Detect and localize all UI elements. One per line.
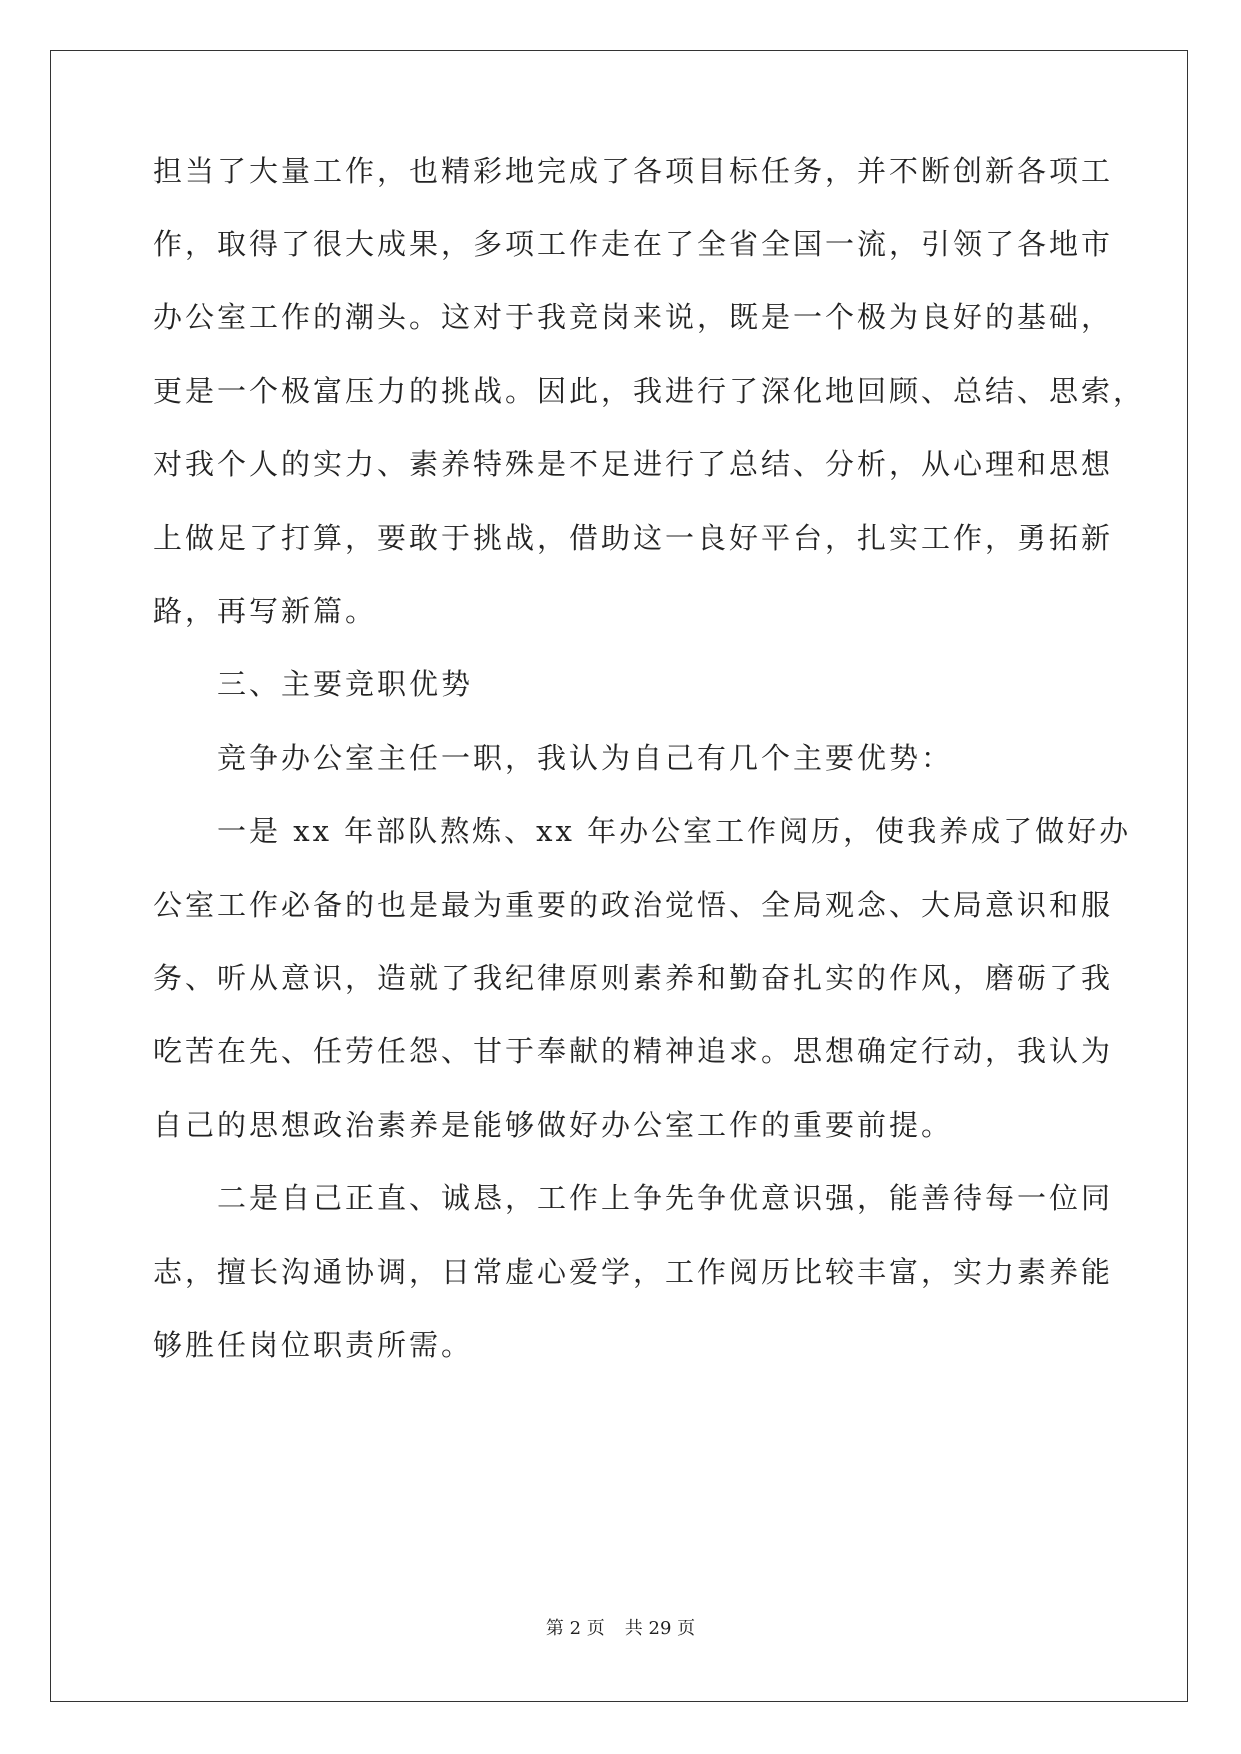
text-line: 自己的思想政治素养是能够做好办公室工作的重要前提。: [153, 1108, 954, 1142]
text-line: 担当了大量工作，也精彩地完成了各项目标任务，并不断创新各项工: [153, 154, 1114, 188]
text-line: 务、听从意识，造就了我纪律原则素养和勤奋扎实的作风，磨砺了我: [153, 961, 1114, 995]
text-line: 够胜任岗位职责所需。: [153, 1328, 474, 1362]
section-heading: 三、主要竞职优势: [217, 667, 474, 701]
text-line: 志，擅长沟通协调，日常虚心爱学，工作阅历比较丰富，实力素养能: [153, 1255, 1114, 1289]
text-line: 对我个人的实力、素养特殊是不足进行了总结、分析，从心理和思想: [153, 447, 1114, 481]
text-line: 更是一个极富压力的挑战。因此，我进行了深化地回顾、总结、思索，: [153, 374, 1146, 408]
text-line: 二是自己正直、诚恳，工作上争先争优意识强，能善待每一位同: [217, 1181, 1114, 1215]
text-line: 竞争办公室主任一职，我认为自己有几个主要优势：: [217, 741, 954, 775]
text-line: 公室工作必备的也是最为重要的政治觉悟、全局观念、大局意识和服: [153, 888, 1114, 922]
text-line: 吃苦在先、任劳任怨、甘于奉献的精神追求。思想确定行动，我认为: [153, 1034, 1114, 1068]
text-line: 一是 xx 年部队熬炼、xx 年办公室工作阅历，使我养成了做好办: [217, 814, 1132, 848]
page-total: 共 29 页: [624, 1618, 696, 1639]
text-line: 上做足了打算，要敢于挑战，借助这一良好平台，扎实工作，勇拓新: [153, 521, 1114, 555]
page-number: 第 2 页: [545, 1618, 605, 1639]
text-line: 办公室工作的潮头。这对于我竞岗来说，既是一个极为良好的基础，: [153, 300, 1114, 334]
page-footer: [0, 1617, 1241, 1641]
text-line: 路，再写新篇。: [153, 594, 378, 628]
text-line: 作，取得了很大成果，多项工作走在了全省全国一流，引领了各地市: [153, 227, 1114, 261]
